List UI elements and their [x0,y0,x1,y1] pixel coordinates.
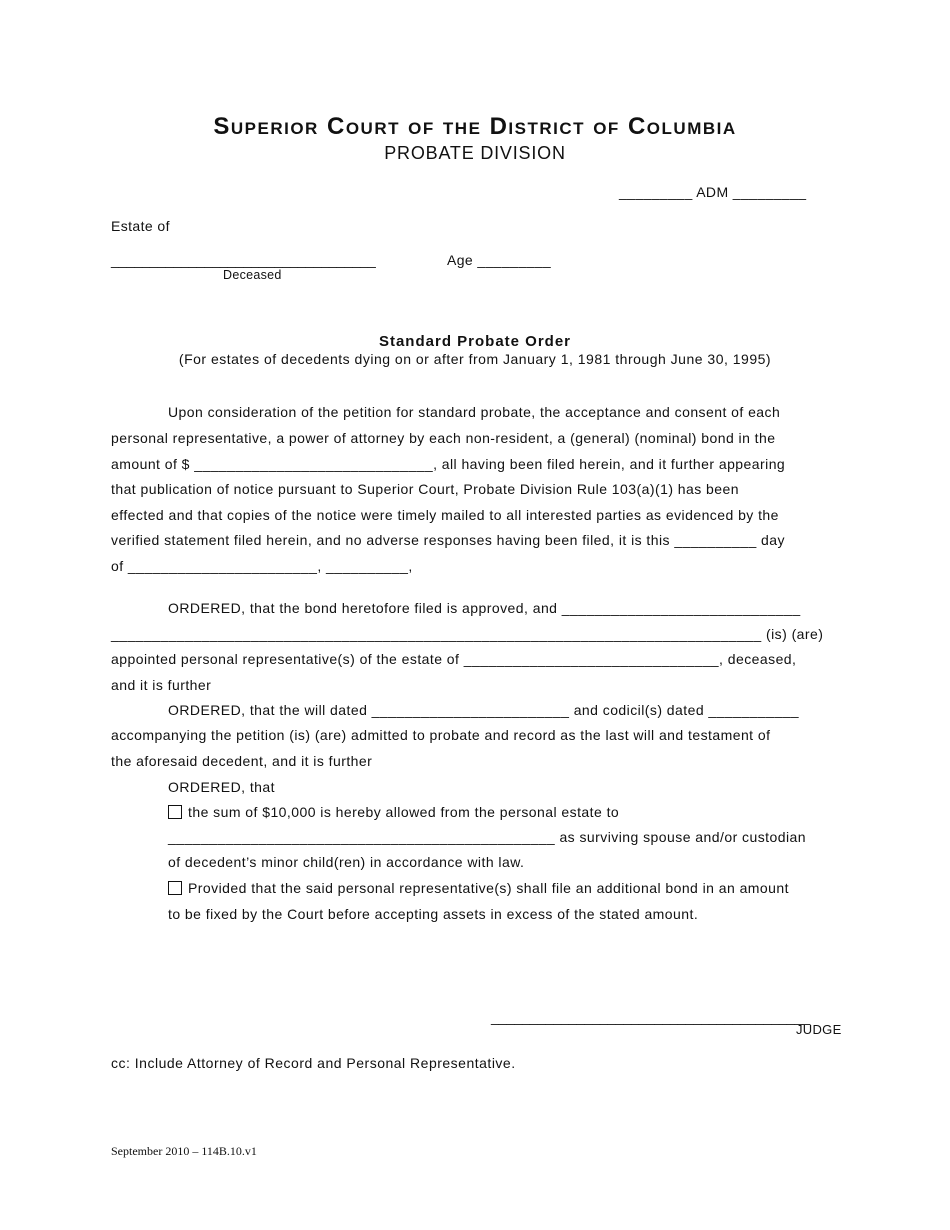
order-2-line-1: ORDERED, that the will dated ________________________ and codicil(s) dated ___________ [168,702,800,718]
paragraph-1-line-4: that publication of notice pursuant to Superior Court, Probate Division Rule 103(a)(1) has been [111,481,739,497]
allowance-checkbox[interactable] [168,805,182,819]
paragraph-1-line-2: personal representative, a power of attorney by each non-resident, a (general) (nominal) bond in the [111,430,776,446]
cc-note: cc: Include Attorney of Record and Personal Representative. [111,1055,516,1071]
judge-signature-line[interactable]: _________________________________________ [491,1009,811,1025]
order-2-line-2: accompanying the petition (is) (are) admitted to probate and record as the last will and testament of [111,727,771,743]
paragraph-1-line-1: Upon consideration of the petition for standard probate, the acceptance and consent of each [168,404,781,420]
paragraph-1-line-7: of _______________________, __________, [111,558,413,574]
allowance-line-3: of decedent’s minor child(ren) in accordance with law. [168,854,525,870]
allowance-line-2: _______________________________________________ as surviving spouse and/or custodian [168,829,806,845]
order-1-line-3: appointed personal representative(s) of the estate of _______________________________, deceased, [111,651,797,667]
allowance-checkbox-row [168,803,619,821]
additional-bond-checkbox[interactable] [168,881,182,895]
deceased-name-field[interactable]: __________________________________ [111,252,376,268]
deceased-label: Deceased [223,268,282,282]
order-1-line-2: _______________________________________________________________________________ (is) (are) [111,626,824,642]
order-title: Standard Probate Order [378,333,572,350]
additional-bond-checkbox-row [168,879,789,897]
judge-label: JUDGE [796,1022,842,1037]
age-field[interactable]: Age _________ [447,252,552,268]
paragraph-1-line-5: effected and that copies of the notice were timely mailed to all interested parties as evidenced by the [111,507,779,523]
paragraph-1-line-3: amount of $ _____________________________, all having been filed herein, and it further appearing [111,456,786,472]
allowance-text: the sum of $10,000 is hereby allowed from the personal estate to [188,804,620,820]
order-1-line-1: ORDERED, that the bond heretofore filed is approved, and _____________________________ [168,600,801,616]
order-3-line-1: ORDERED, that [168,779,275,795]
order-2-line-3: the aforesaid decedent, and it is further [111,753,373,769]
form-footer: September 2010 – 114B.10.v1 [111,1144,257,1158]
adm-number-field[interactable]: _________ ADM _________ [619,184,807,200]
estate-of-label: Estate of [111,218,170,234]
order-subtitle: (For estates of decedents dying on or after from January 1, 1981 through June 30, 1995) [178,351,772,367]
additional-bond-line-2: to be fixed by the Court before accepting assets in excess of the stated amount. [168,906,699,922]
additional-bond-text: Provided that the said personal representative(s) shall file an additional bond in an amount [188,880,789,896]
paragraph-1-line-6: verified statement filed herein, and no adverse responses having been filed, it is this __________ day [111,532,785,548]
order-1-line-4: and it is further [111,677,212,693]
division-name: PROBATE DIVISION [384,143,566,163]
court-title: Superior Court of the District of Columbia [213,113,737,140]
